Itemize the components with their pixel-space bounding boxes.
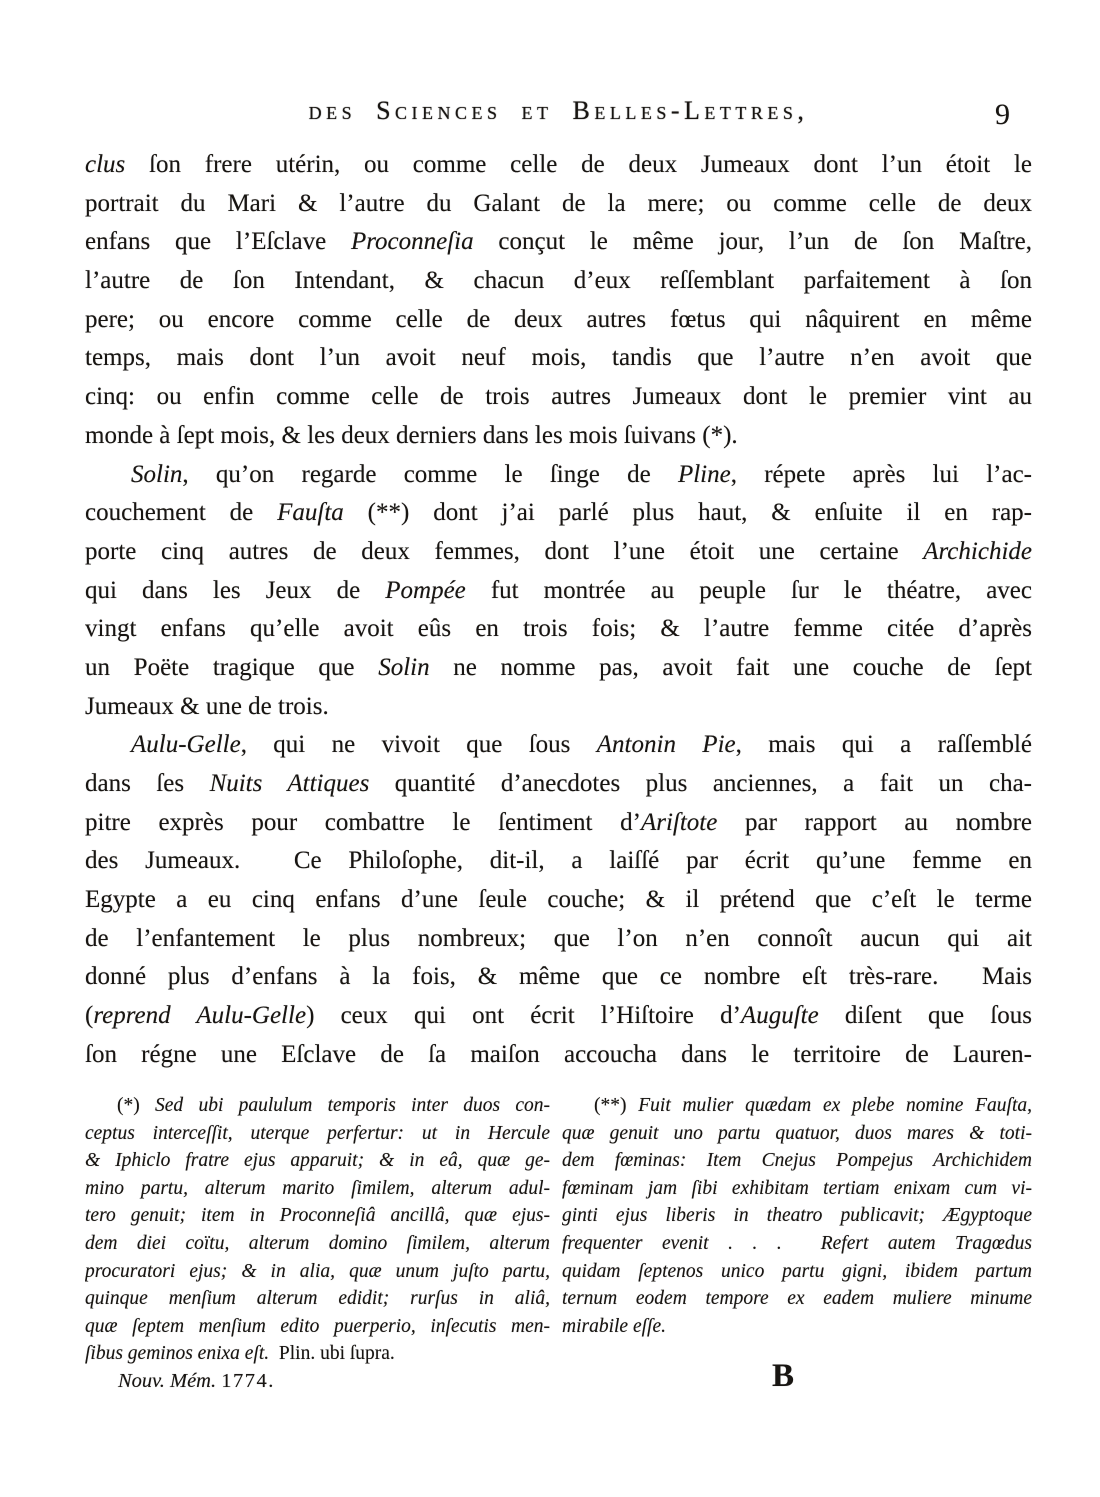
text-segment: , qui ne vivoit que ſous: [240, 731, 597, 759]
italic-text-segment: fœminam jam ſibi exhibitam tertiam enixam cum vi-: [562, 1177, 1032, 1199]
text-line: [85, 494, 1032, 533]
imprint-title: Nouv. Mém.: [118, 1370, 217, 1392]
text-line: [85, 765, 1032, 804]
text-segment: vingt enfans qu’elle avoit eûs en trois fois; & l’autre femme citée d’après: [85, 615, 1032, 643]
text-segment: enfans que l’Eſclave: [85, 228, 351, 256]
text-line: [85, 1175, 550, 1203]
text-segment: ne nomme pas, avoit fait une couche de ſept: [429, 653, 1032, 681]
imprint-line: [118, 1370, 275, 1393]
text-segment: dans ſes: [85, 770, 210, 797]
text-segment: cinq: ou enfin comme celle de trois autres Jumeaux dont le premier vint au: [85, 383, 1032, 411]
text-line: [562, 1285, 1032, 1313]
text-line: [85, 456, 1032, 495]
footnotes-section: [85, 1092, 1032, 1368]
text-line: [85, 881, 1032, 920]
text-line: [85, 610, 1032, 649]
text-segment: (**): [594, 1095, 639, 1116]
text-segment: couchement de: [85, 499, 278, 527]
text-segment: un Poëte tragique que: [85, 653, 379, 681]
text-segment: (*): [117, 1095, 156, 1116]
italic-text-segment: procuratori ejus; & in alia, quæ unum juſto partu,: [85, 1260, 550, 1282]
italic-text-segment: Pline: [677, 460, 731, 488]
text-line: [85, 533, 1032, 572]
text-line: [562, 1175, 1032, 1203]
text-line: [85, 726, 1032, 765]
text-segment: l’autre de ſon Intendant, & chacun d’eux reſſemblant parfaitement à ſon: [85, 267, 1032, 295]
text-line: [85, 804, 1032, 843]
text-line: [85, 1120, 550, 1148]
text-line: [85, 223, 1032, 262]
text-line: [562, 1313, 1032, 1341]
text-line: [85, 688, 1032, 727]
text-line: [85, 1036, 1032, 1075]
text-line: [562, 1258, 1032, 1286]
italic-text-segment: quidam ſeptenos unico partu gigni, ibidem partum: [562, 1260, 1032, 1282]
text-line: [85, 1147, 550, 1175]
italic-text-segment: Ariſtote: [640, 808, 718, 836]
text-line: [85, 1202, 550, 1230]
text-line: [562, 1147, 1032, 1175]
italic-text-segment: dem diei coïtu, alterum domino ſimilem, alterum: [85, 1232, 550, 1254]
text-segment: par rapport au nombre: [717, 808, 1032, 836]
text-segment: , répete après lui l’ac-: [730, 460, 1032, 488]
text-line: [85, 1092, 550, 1120]
text-segment: de l’enfantement le plus nombreux; que l’on n’en connoît aucun qui ait: [85, 924, 1032, 952]
italic-text-segment: Archichide: [923, 537, 1032, 565]
italic-text-segment: Fauſta: [277, 499, 344, 527]
text-segment: fut montrée au peuple ſur le théatre, avec: [465, 576, 1032, 604]
text-line: [85, 1230, 550, 1258]
text-line: [85, 1313, 550, 1341]
text-segment: ſon frere utérin, ou comme celle de deux Jumeaux dont l’un étoit le: [125, 151, 1032, 178]
text-line: [85, 920, 1032, 959]
text-segment: des Jumeaux. Ce Philoſophe, dit-il, a laiſſé par écrit qu’une femme en: [85, 847, 1032, 875]
text-segment: qui dans les Jeux de: [85, 576, 386, 604]
paragraph: [85, 726, 1032, 1074]
italic-text-segment: Sed ubi paululum temporis inter duos con-: [155, 1095, 550, 1116]
paragraph: [85, 456, 1032, 727]
italic-text-segment: Proconneſia: [350, 228, 474, 256]
italic-text-segment: Nuits Attiques: [209, 770, 370, 797]
text-line: [562, 1120, 1032, 1148]
text-segment: pitre exprès pour combattre le ſentiment d’: [85, 808, 641, 836]
text-segment: , qu’on regarde comme le ſinge de: [182, 460, 678, 488]
text-segment: (: [85, 1002, 94, 1030]
italic-text-segment: reprend Aulu-Gelle: [93, 1002, 307, 1030]
text-segment: donné plus d’enfans à la fois, & même que ce nombre eſt très-rare. Mais: [85, 963, 1032, 991]
text-line: [85, 997, 1032, 1036]
main-text-block: [85, 146, 1032, 1075]
text-line: [85, 185, 1032, 224]
text-line: [85, 146, 1032, 185]
italic-text-segment: quæ genuit uno partu quatuor, duos mares & toti-: [562, 1122, 1032, 1144]
text-line: [562, 1230, 1032, 1258]
text-line: [562, 1092, 1032, 1120]
running-head: [85, 96, 1032, 130]
text-line: [85, 649, 1032, 688]
italic-text-segment: mirabile eſſe.: [562, 1315, 666, 1337]
text-segment: portrait du Mari & l’autre du Galant de la mere; ou comme celle de deux: [85, 189, 1032, 217]
text-line: [85, 339, 1032, 378]
italic-text-segment: Solin: [378, 653, 430, 681]
paragraph: [85, 146, 1032, 456]
text-segment: Plin. ubi ſupra.: [269, 1343, 395, 1365]
italic-text-segment: Auguſte: [740, 1002, 819, 1030]
text-line: [85, 417, 1032, 456]
text-segment: temps, mais dont l’un avoit neuf mois, tandis que l’autre n’en avoit que: [85, 344, 1032, 372]
text-segment: (**) dont j’ai parlé plus haut, & enſuite il en rap-: [343, 499, 1032, 527]
imprint-year: 1774.: [221, 1370, 275, 1392]
text-line: [85, 1258, 550, 1286]
italic-text-segment: Aulu-Gelle: [131, 731, 241, 759]
text-segment: pere; ou encore comme celle de deux autres fœtus qui nâquirent en même: [85, 305, 1032, 333]
italic-text-segment: ginti ejus liberis in theatro publicavit; Ægyptoque: [562, 1205, 1032, 1227]
italic-text-segment: Pompée: [385, 576, 466, 604]
italic-text-segment: quinque menſium alterum edidit; rurſus in aliâ,: [85, 1288, 550, 1310]
italic-text-segment: ternum eodem tempore ex eadem muliere minume: [562, 1288, 1032, 1310]
text-segment: monde à ſept mois, & les deux derniers dans les mois ſuivans (*).: [85, 421, 738, 449]
text-segment: diſent que ſous: [818, 1002, 1032, 1030]
footnote-left-column: [85, 1092, 550, 1368]
italic-text-segment: mino partu, alterum marito ſimilem, alterum adul-: [85, 1177, 550, 1199]
italic-text-segment: ſibus geminos enixa eſt.: [85, 1343, 270, 1365]
text-line: [85, 378, 1032, 417]
text-segment: ſon régne une Eſclave de ſa maiſon accoucha dans le territoire de Lauren-: [85, 1040, 1032, 1068]
text-segment: , mais qui a raſſemblé: [735, 731, 1032, 759]
italic-text-segment: frequenter evenit . . . Refert autem Tragœdus: [562, 1232, 1032, 1254]
text-segment: porte cinq autres de deux femmes, dont l’une étoit une certaine: [85, 537, 924, 565]
text-segment: conçut le même jour, l’un de ſon Maſtre,: [473, 228, 1032, 256]
text-segment: quantité d’anecdotes plus anciennes, a fait un cha-: [369, 770, 1032, 797]
italic-text-segment: Solin: [131, 460, 183, 488]
text-line: [85, 842, 1032, 881]
text-segment: Egypte a eu cinq enfans d’une ſeule couche; & il prétend que c’eſt le terme: [85, 886, 1032, 914]
italic-text-segment: ceptus interceſſit, uterque perfertur: ut in Hercule: [85, 1122, 550, 1144]
text-line: [85, 572, 1032, 611]
italic-text-segment: Fuit mulier quædam ex plebe nomine Fauſta,: [638, 1095, 1032, 1116]
text-line: [562, 1202, 1032, 1230]
text-line: [85, 301, 1032, 340]
running-head-title: des Sciences et Belles-Lettres,: [308, 96, 809, 125]
page-number: 9: [995, 98, 1010, 131]
text-line: [85, 958, 1032, 997]
text-line: [85, 262, 1032, 301]
text-line: [85, 1340, 550, 1368]
text-line: [85, 1285, 550, 1313]
italic-text-segment: Antonin Pie: [596, 731, 736, 759]
text-segment: Jumeaux & une de trois.: [85, 692, 329, 720]
text-segment: ) ceux qui ont écrit l’Hiſtoire d’: [306, 1002, 741, 1030]
italic-text-segment: & Iphiclo fratre ejus apparuit; & in eâ, quæ ge-: [85, 1150, 550, 1172]
footnote-right-column: [562, 1092, 1032, 1368]
italic-text-segment: dem fœminas: Item Cnejus Pompejus Archichidem: [562, 1150, 1032, 1172]
signature-mark: B: [772, 1358, 795, 1394]
italic-text-segment: clus: [85, 151, 126, 178]
italic-text-segment: quæ ſeptem menſium edito puerperio, inſecutis men-: [85, 1315, 550, 1337]
italic-text-segment: tero genuit; item in Proconneſiâ ancillâ, quæ ejus-: [85, 1205, 550, 1227]
